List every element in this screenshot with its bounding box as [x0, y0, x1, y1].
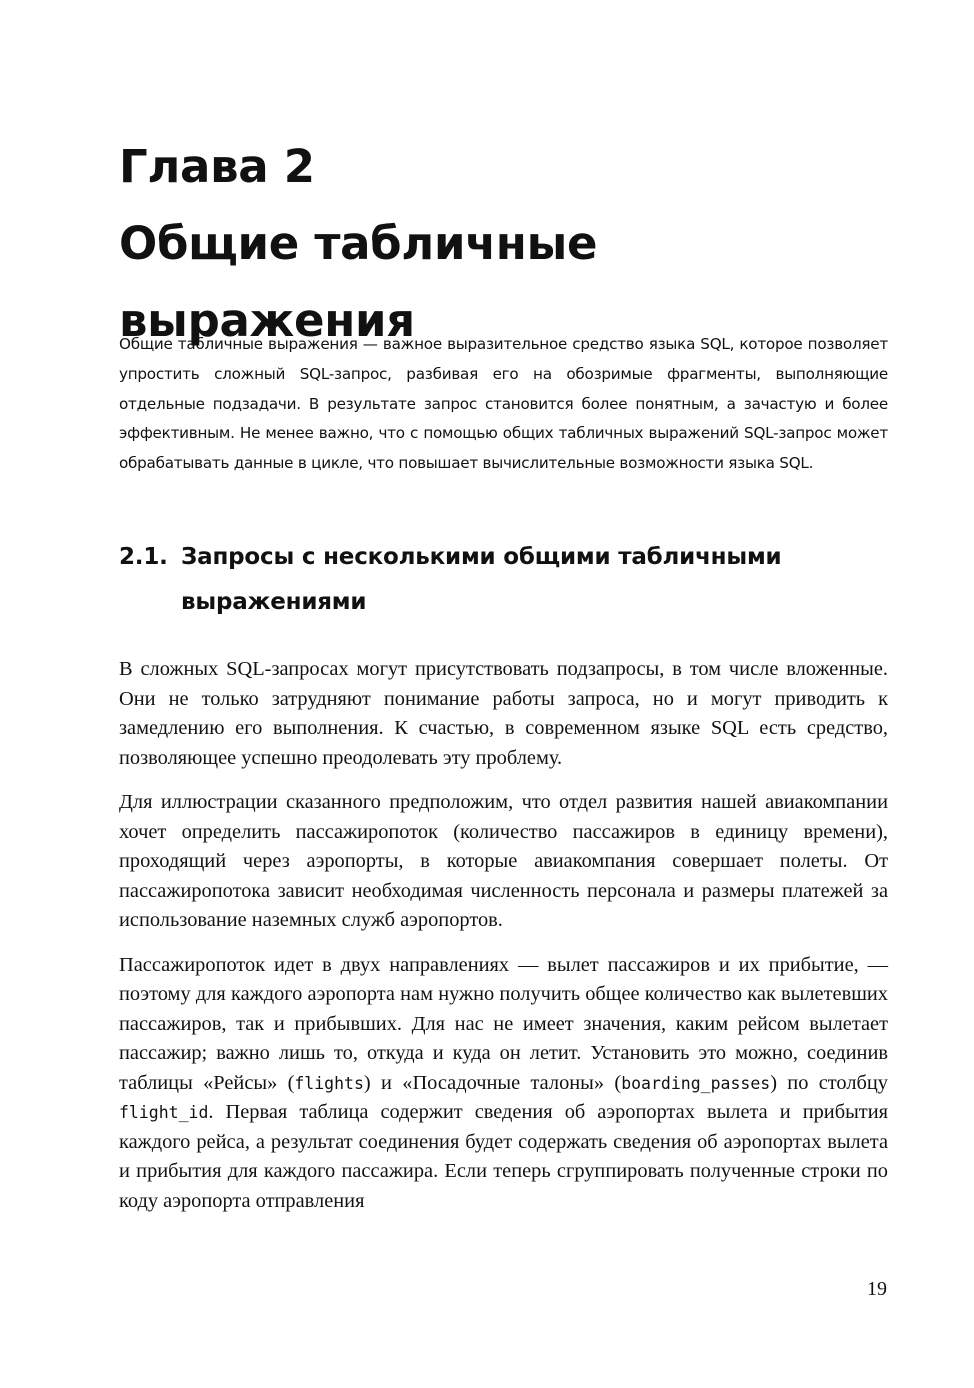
book-page	[119, 0, 888, 1388]
page-number: 19	[867, 1278, 887, 1300]
section-title: Запросы с несколькими общими табличными выражениями	[181, 544, 782, 615]
code-flight-id: flight_id	[119, 1103, 209, 1122]
body-text	[119, 655, 888, 1231]
section-number: 2.1.	[119, 544, 168, 570]
chapter-intro: Общие табличные выражения — важное выразительное средство языка SQL, которое позволяет упростить сложный SQL-запрос, разбивая его на обозримые фрагменты, выполняющие отдельные подзадачи. В результате запрос становится более понятным, а зачастую и более эффективным. Не менее важно, что с помощью общих табличных выражений SQL-запрос может обрабатывать данные в цикле, что повышает вычислительные возможности языка SQL.	[119, 335, 888, 473]
paragraph	[119, 951, 888, 1217]
paragraph: В сложных SQL-запросах могут присутствовать подзапросы, в том числе вложенные. Они не только затрудняют понимание работы запроса, но и могут приводить к замедлению его выполнения. К счастью, в современном языке SQL есть средство, позволяющее успешно преодолевать эту проблему.	[119, 658, 888, 769]
paragraph: Для иллюстрации сказанного предположим, что отдел развития нашей авиакомпании хочет определить пассажиропоток (количество пассажиров в единицу времени), проходящий через аэропорты, в которые авиакомпания совершает полеты. От пассажиропотока зависит необходимая численность персонала и размеры платежей за использование наземных служб аэропортов.	[119, 791, 888, 931]
section-heading	[119, 535, 888, 625]
paragraph-text: . Первая таблица содержит сведения об аэропортах вылета и прибытия каждого рейса, а результат соединения будет содержать сведения об аэропортах вылета и прибытия для каждого пассажира. Если теперь сгруппировать полученные строки по коду аэропорта отправления	[119, 1101, 888, 1212]
chapter-title	[119, 128, 888, 359]
chapter-label: Глава 2	[119, 140, 315, 193]
paragraph-text: Пассажиропоток идет в двух направлениях — вылет пассажиров и их прибытие, — поэтому для каждого аэропорта нам нужно получить общее количество как вылетевших пассажиров, так и прибывших. Для нас не имеет значения, каким рейсом вылетает пассажир; важно лишь то, откуда и куда он летит. Установить это можно, соединив таблицы «Рейсы» (	[119, 953, 888, 1094]
paragraph-text: ) по столбцу	[770, 1071, 889, 1094]
chapter-name: Общие табличные выражения	[119, 217, 598, 347]
paragraph-text: ) и «Посадочные талоны» (	[363, 1071, 622, 1094]
code-boarding-passes: boarding_passes	[621, 1073, 771, 1093]
code-flights: flights	[294, 1073, 364, 1093]
